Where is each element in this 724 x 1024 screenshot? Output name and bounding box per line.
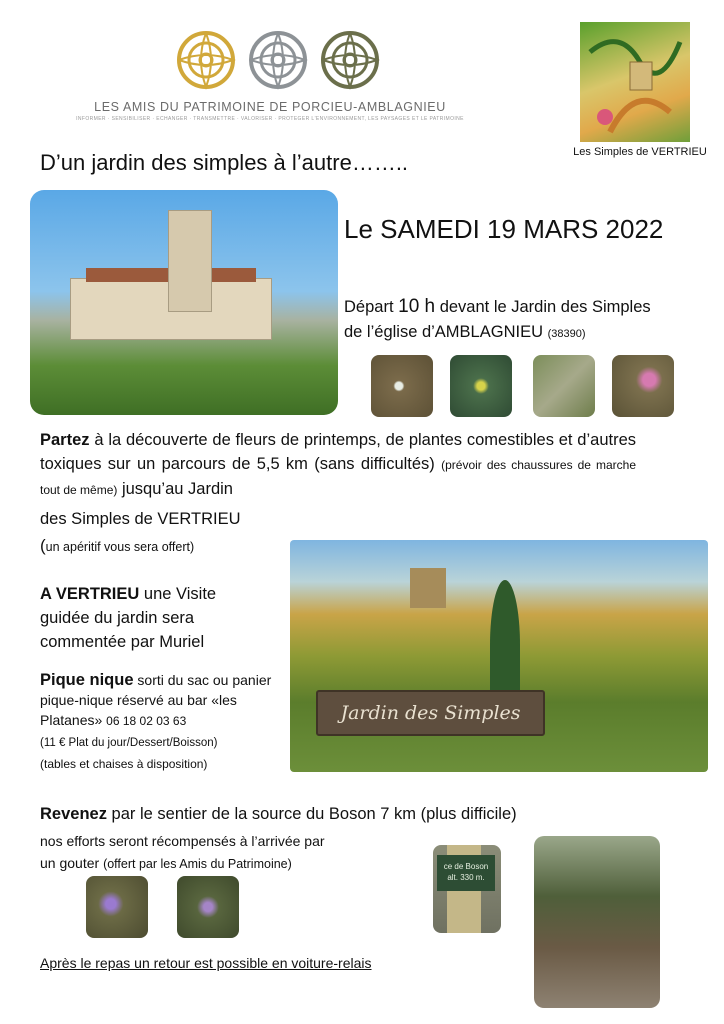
departure-info	[344, 294, 714, 347]
simples-de-vertrieu-logo	[580, 22, 690, 142]
return-line	[40, 805, 517, 824]
departure-place: devant le Jardin des Simples	[439, 298, 651, 316]
postal-code: (38390)	[547, 328, 586, 340]
picnic-block	[40, 670, 292, 774]
picnic-bold: Pique nique	[40, 671, 134, 689]
picnic-text: sorti du sac ou panier pique-nique réservé au bar «les Platanes»	[40, 672, 272, 728]
visit-bold: A VERTRIEU	[40, 585, 140, 603]
intro-text-end: jusqu’au Jardin	[121, 480, 233, 498]
intro-text: à la découverte de fleurs de printemps, de plantes comestibles et d’autres toxiques sur un parcours de 5,5 km (sans difficultés)	[40, 431, 636, 473]
amblagnieu-church-photo	[30, 190, 338, 415]
departure-church: de l’église d’AMBLAGNIEU	[344, 323, 543, 341]
intro-destination: des Simples de VERTRIEU	[40, 510, 241, 528]
partner-caption: Les Simples de VERTRIEU	[573, 146, 707, 158]
jardin-des-simples-photo	[290, 540, 708, 772]
boson-source-sign-photo	[433, 845, 501, 933]
aperitif-text: un apéritif vous sera offert)	[45, 540, 195, 554]
aperitif-note	[40, 536, 194, 556]
page-title: D’un jardin des simples à l’autre……..	[40, 150, 409, 175]
car-return-note: Après le repas un retour est possible en voiture-relais	[40, 955, 372, 971]
reward-block	[40, 830, 420, 875]
flower-photo-2	[450, 355, 512, 417]
picnic-price: (11 € Plat du jour/Dessert/Boisson)	[40, 737, 218, 749]
picnic-phone: 06 18 02 03 63	[106, 714, 187, 728]
source-sign-text: ce de Boson alt. 330 m.	[437, 855, 495, 891]
visit-block	[40, 582, 260, 654]
visit-text: une Visite guidée du jardin sera commentée par Muriel	[40, 585, 217, 651]
return-text: par le sentier de la source du Boson 7 km (plus difficile)	[111, 805, 517, 823]
departure-time: 10 h	[398, 296, 436, 317]
reward-offered-by: (offert par les Amis du Patrimoine)	[103, 857, 292, 871]
plant-photo-3	[533, 355, 595, 417]
violet-photo-1	[86, 876, 148, 938]
aperitif-paren: (	[40, 536, 46, 555]
heritage-ring-icon-gold	[176, 30, 236, 90]
event-date: Le SAMEDI 19 MARS 2022	[344, 214, 664, 244]
castle-tower	[410, 568, 446, 608]
intro-shoes-note: (prévoir des chaussures de marche tout de même)	[40, 458, 636, 497]
organisation-name: LES AMIS DU PATRIMOINE DE PORCIEU-AMBLAGNIEU	[94, 100, 446, 114]
cyclamen-photo-4	[612, 355, 674, 417]
forest-path-photo	[534, 836, 660, 1008]
reward-line1: nos efforts seront récompensés à l’arrivée par	[40, 833, 325, 849]
organisation-tagline: INFORMER · SENSIBILISER · ECHANGER · TRANSMETTRE · VALORISER · PROTEGER L'ENVIRONNEMENT, LES PAYSAGES ET LE PATRIMOINE	[76, 116, 464, 122]
heritage-ring-icon-olive	[320, 30, 380, 90]
flower-photo-1	[371, 355, 433, 417]
return-bold: Revenez	[40, 805, 107, 823]
intro-bold-word: Partez	[40, 431, 90, 449]
reward-gouter: un gouter	[40, 855, 100, 871]
violet-photo-2	[177, 876, 239, 938]
garden-sign: Jardin des Simples	[316, 690, 545, 736]
picnic-tables: (tables et chaises à disposition)	[40, 757, 208, 771]
intro-paragraph	[40, 428, 636, 502]
heritage-ring-icon-grey	[248, 30, 308, 90]
departure-label: Départ	[344, 298, 394, 316]
